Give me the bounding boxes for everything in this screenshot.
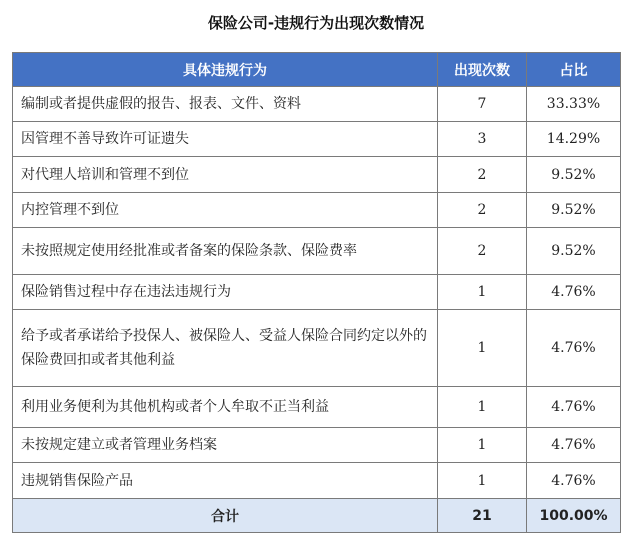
table-row	[13, 157, 621, 193]
behavior-cell: 保险销售过程中存在违法违规行为	[13, 275, 438, 310]
ratio-cell: 9.52%	[527, 157, 621, 193]
table-row	[13, 122, 621, 157]
ratio-cell: 4.76%	[527, 463, 621, 499]
behavior-cell: 给予或者承诺给予投保人、被保险人、受益人保险合同约定以外的保险费回扣或者其他利益	[13, 310, 438, 387]
count-cell: 1	[438, 275, 527, 310]
ratio-cell: 14.29%	[527, 122, 621, 157]
table-row	[13, 463, 621, 499]
ratio-cell: 4.76%	[527, 428, 621, 463]
behavior-cell: 对代理人培训和管理不到位	[13, 157, 438, 193]
count-cell: 2	[438, 193, 527, 228]
count-cell: 3	[438, 122, 527, 157]
violations-table	[12, 52, 621, 533]
table-row	[13, 428, 621, 463]
count-cell: 2	[438, 157, 527, 193]
table-title: 保险公司-违规行为出现次数情况	[207, 14, 425, 32]
behavior-cell: 违规销售保险产品	[13, 463, 438, 499]
header-behavior: 具体违规行为	[13, 53, 438, 87]
header-ratio: 占比	[527, 53, 621, 87]
header-row	[13, 53, 621, 87]
table-row	[13, 387, 621, 428]
total-label: 合计	[13, 499, 438, 533]
behavior-cell: 编制或者提供虚假的报告、报表、文件、资料	[13, 87, 438, 122]
ratio-cell: 9.52%	[527, 193, 621, 228]
ratio-cell: 4.76%	[527, 275, 621, 310]
table-row	[13, 87, 621, 122]
table-row	[13, 275, 621, 310]
behavior-cell: 利用业务便利为其他机构或者个人牟取不正当利益	[13, 387, 438, 428]
count-cell: 1	[438, 428, 527, 463]
count-cell: 7	[438, 87, 527, 122]
total-row	[13, 499, 621, 533]
behavior-cell: 内控管理不到位	[13, 193, 438, 228]
header-count: 出现次数	[438, 53, 527, 87]
count-cell: 1	[438, 463, 527, 499]
count-cell: 1	[438, 310, 527, 387]
ratio-cell: 33.33%	[527, 87, 621, 122]
count-cell: 2	[438, 228, 527, 275]
count-cell: 1	[438, 387, 527, 428]
behavior-cell: 未按照规定使用经批准或者备案的保险条款、保险费率	[13, 228, 438, 275]
behavior-cell: 因管理不善导致许可证遗失	[13, 122, 438, 157]
total-ratio: 100.00%	[527, 499, 621, 533]
ratio-cell: 9.52%	[527, 228, 621, 275]
table-row	[13, 310, 621, 387]
total-count: 21	[438, 499, 527, 533]
behavior-cell: 未按规定建立或者管理业务档案	[13, 428, 438, 463]
table-row	[13, 193, 621, 228]
ratio-cell: 4.76%	[527, 310, 621, 387]
ratio-cell: 4.76%	[527, 387, 621, 428]
table-row	[13, 228, 621, 275]
